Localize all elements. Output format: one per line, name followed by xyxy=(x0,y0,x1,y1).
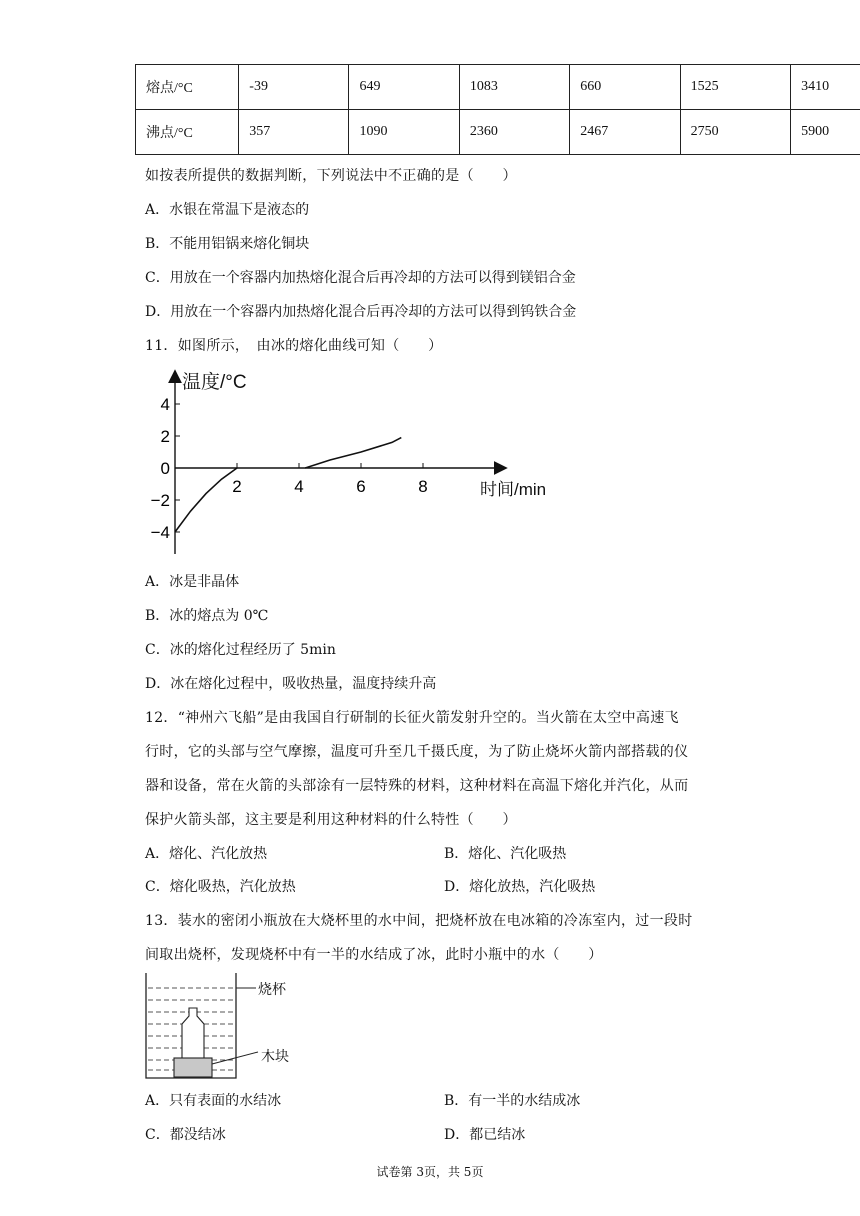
table-row xyxy=(136,110,860,155)
q10-option-c: C．用放在一个容器内加热熔化混合后再冷却的方法可以得到镁铝合金 xyxy=(145,270,576,286)
y-tick-label: −2 xyxy=(150,491,170,510)
table-cell: 熔点/°C xyxy=(136,65,239,110)
table-row xyxy=(136,65,860,110)
table-cell: 2360 xyxy=(459,110,569,155)
beaker-label: 烧杯 xyxy=(258,982,286,998)
block-label: 木块 xyxy=(261,1049,289,1065)
q12-line-4: 保护火箭头部，这主要是利用这种材料的什么特性（ ） xyxy=(145,812,517,828)
table-cell: 649 xyxy=(349,65,459,110)
q13-option-a: A．只有表面的水结冰 xyxy=(145,1093,282,1109)
x-tick-label: 2 xyxy=(232,477,242,496)
q13-line-1: 13．装水的密闭小瓶放在大烧杯里的水中间，把烧杯放在电冰箱的冷冻室内，过一段时 xyxy=(145,913,693,929)
table-cell: 2750 xyxy=(680,110,790,155)
melting-curve xyxy=(175,438,401,532)
q13-option-b: B．有一半的水结成冰 xyxy=(444,1093,581,1109)
x-axis-label: 时间/min xyxy=(480,480,547,499)
q12-line-1: 12．“神州六飞船”是由我国自行研制的长征火箭发射升空的。当火箭在太空中高速飞 xyxy=(145,710,679,726)
table-cell: 357 xyxy=(239,110,349,155)
table-cell: 2467 xyxy=(570,110,680,155)
q10-option-d: D．用放在一个容器内加热熔化混合后再冷却的方法可以得到钨铁合金 xyxy=(145,304,577,320)
q12-line-2: 行时，它的头部与空气摩擦，温度可升至几千摄氏度，为了防止烧坏火箭内部搭载的仪 xyxy=(145,744,689,760)
q11-stem: 11．如图所示， 由冰的熔化曲线可知（ ） xyxy=(145,338,443,354)
q11-option-a: A．冰是非晶体 xyxy=(145,574,240,590)
y-tick-label: 4 xyxy=(160,395,170,414)
properties-table xyxy=(135,64,860,155)
q10-stem: 如按表所提供的数据判断，下列说法中不正确的是（ ） xyxy=(145,168,517,184)
x-tick-label: 6 xyxy=(356,477,366,496)
q12-option-a: A．熔化、汽化放热 xyxy=(145,846,268,862)
page-footer: 试卷第 3页，共 5页 xyxy=(376,1165,484,1179)
q11-option-d: D．冰在熔化过程中，吸收热量，温度持续升高 xyxy=(145,676,437,692)
y-tick-label: −4 xyxy=(150,523,170,542)
wood-block xyxy=(174,1058,212,1077)
y-tick-label: 0 xyxy=(160,459,170,478)
q12-option-c: C．熔化吸热，汽化放热 xyxy=(145,879,296,895)
ice-melting-chart xyxy=(140,362,570,562)
table-cell: 660 xyxy=(570,65,680,110)
table-cell: 3410 xyxy=(791,65,860,110)
table-cell: 沸点/°C xyxy=(136,110,239,155)
x-tick-label: 4 xyxy=(294,477,304,496)
q12-option-b: B．熔化、汽化吸热 xyxy=(444,846,567,862)
x-tick-label: 8 xyxy=(418,477,428,496)
y-axis-label: 温度/°C xyxy=(182,372,247,393)
q13-option-d: D．都已结冰 xyxy=(444,1127,526,1143)
table-cell: 1083 xyxy=(459,65,569,110)
q10-option-b: B．不能用铝锅来熔化铜块 xyxy=(145,236,310,252)
q13-line-2: 间取出烧杯，发现烧杯中有一半的水结成了冰，此时小瓶中的水（ ） xyxy=(145,947,603,963)
q12-line-3: 器和设备，常在火箭的头部涂有一层特殊的材料，这种材料在高温下熔化并汽化，从而 xyxy=(145,778,689,794)
q12-option-d: D．熔化放热，汽化吸热 xyxy=(444,879,596,895)
q13-option-c: C．都没结冰 xyxy=(145,1127,226,1143)
small-bottle xyxy=(182,1008,204,1058)
y-tick-label: 2 xyxy=(160,427,170,446)
q10-option-a: A．水银在常温下是液态的 xyxy=(145,202,310,218)
table-cell: 1090 xyxy=(349,110,459,155)
beaker-figure xyxy=(140,970,330,1085)
q11-option-b: B．冰的熔点为 0℃ xyxy=(145,608,269,624)
table-cell: 1525 xyxy=(680,65,790,110)
table-cell: 5900 xyxy=(791,110,860,155)
q11-option-c: C．冰的熔化过程经历了 5min xyxy=(145,642,336,658)
table-cell: -39 xyxy=(239,65,349,110)
